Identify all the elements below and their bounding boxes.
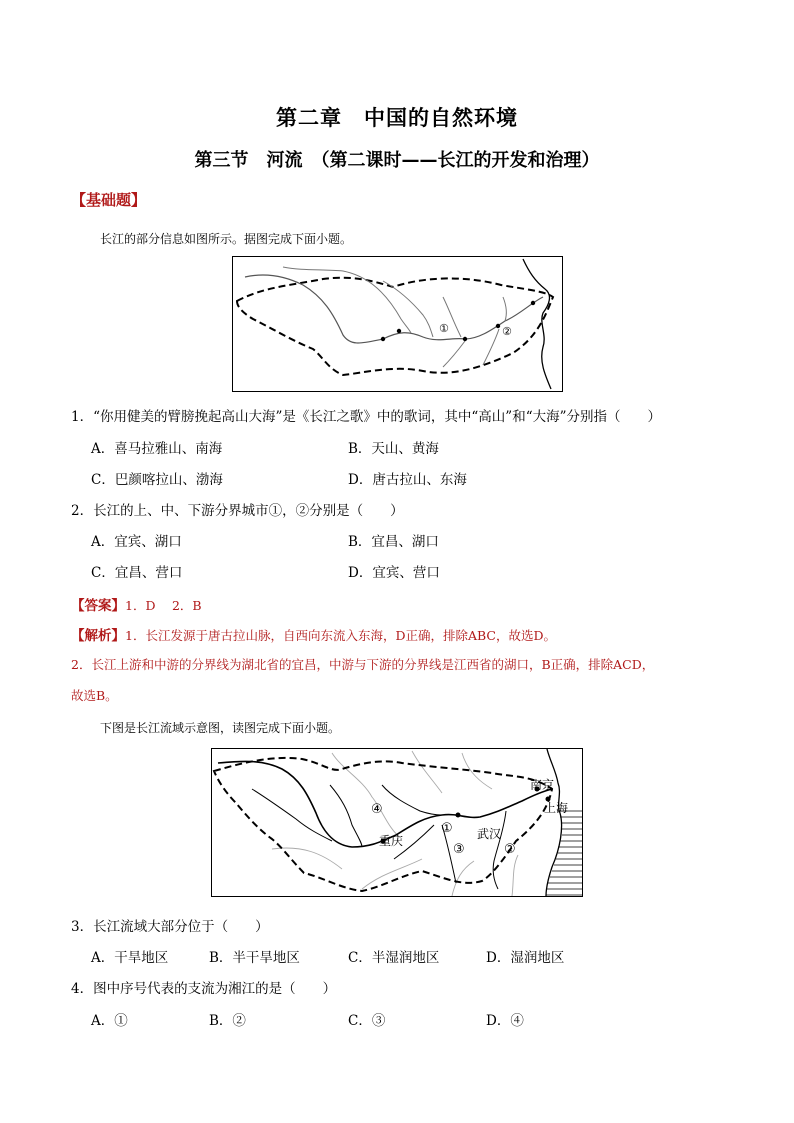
- map2-marker-1: ①: [441, 821, 453, 836]
- q2-option-d[interactable]: D．宜宾、营口: [348, 565, 440, 581]
- q4-option-c[interactable]: C．③: [348, 1013, 386, 1029]
- question-1-stem: 1．“你用健美的臂膀挽起高山大海”是《长江之歌》中的歌词，其中“高山”和“大海”分别指（ ）: [71, 409, 661, 425]
- map1-marker-1: ①: [439, 322, 449, 335]
- map-2-drawing: [212, 749, 582, 896]
- analysis-line-3: 故选B。: [71, 688, 118, 703]
- analysis-line-2: 2．长江上游和中游的分界线为湖北省的宜昌，中游与下游的分界线是江西省的湖口，B正确，排除ACD，: [71, 657, 655, 672]
- q1-option-b[interactable]: B．天山、黄海: [348, 441, 439, 457]
- map2-marker-2: ②: [504, 842, 516, 857]
- map1-marker-2: ②: [502, 325, 512, 338]
- q4-option-d[interactable]: D．④: [486, 1013, 524, 1029]
- q3-option-c[interactable]: C．半湿润地区: [348, 950, 440, 966]
- analysis-block: [71, 624, 556, 644]
- map2-marker-4: ④: [371, 802, 383, 817]
- intro-text-1: 长江的部分信息如图所示。据图完成下面小题。: [100, 232, 353, 246]
- q3-option-d[interactable]: D．湿润地区: [486, 950, 565, 966]
- map2-label-chongqing: 重庆: [379, 834, 404, 848]
- analysis-line-1: 1．长江发源于唐古拉山脉，自西向东流入东海，D正确，排除ABC，故选D。: [125, 628, 557, 643]
- q3-option-b[interactable]: B．半干旱地区: [209, 950, 300, 966]
- section-tag: 【基础题】: [71, 191, 147, 209]
- q4-option-a[interactable]: A．①: [91, 1013, 128, 1029]
- analysis-label: 【解析】: [71, 628, 125, 644]
- map2-marker-3: ③: [453, 842, 465, 857]
- map2-label-wuhan: 武汉: [477, 827, 502, 841]
- map2-label-shanghai: 上海: [544, 801, 569, 815]
- question-3-stem: 3．长江流域大部分位于（ ）: [71, 919, 269, 935]
- q2-option-c[interactable]: C．宜昌、营口: [91, 565, 183, 581]
- intro-text-2: 下图是长江流域示意图，读图完成下面小题。: [100, 721, 341, 735]
- yangtze-map-2: [211, 748, 583, 897]
- q2-option-a[interactable]: A．宜宾、湖口: [91, 534, 182, 550]
- q1-option-a[interactable]: A．喜马拉雅山、南海: [91, 441, 223, 457]
- question-2-stem: 2．长江的上、中、下游分界城市①，②分别是（ ）: [71, 503, 404, 519]
- section-title: 第三节 河流 （第二课时——长江的开发和治理）: [194, 150, 600, 171]
- q3-option-a[interactable]: A．干旱地区: [91, 950, 169, 966]
- question-4-stem: 4．图中序号代表的支流为湘江的是（ ）: [71, 981, 337, 997]
- q2-option-b[interactable]: B．宜昌、湖口: [348, 534, 439, 550]
- q1-option-c[interactable]: C．巴颜喀拉山、渤海: [91, 472, 223, 488]
- q1-option-d[interactable]: D．唐古拉山、东海: [348, 472, 467, 488]
- answer-block: [71, 594, 202, 614]
- q4-option-b[interactable]: B．②: [209, 1013, 246, 1029]
- answer-text: 1．D 2．B: [125, 598, 202, 613]
- chapter-title: 第二章 中国的自然环境: [276, 106, 518, 130]
- yangtze-map-1: [232, 256, 563, 392]
- answer-label: 【答案】: [71, 598, 125, 614]
- map2-label-nanjing: 南京: [530, 778, 555, 792]
- map-1-drawing: [233, 257, 562, 391]
